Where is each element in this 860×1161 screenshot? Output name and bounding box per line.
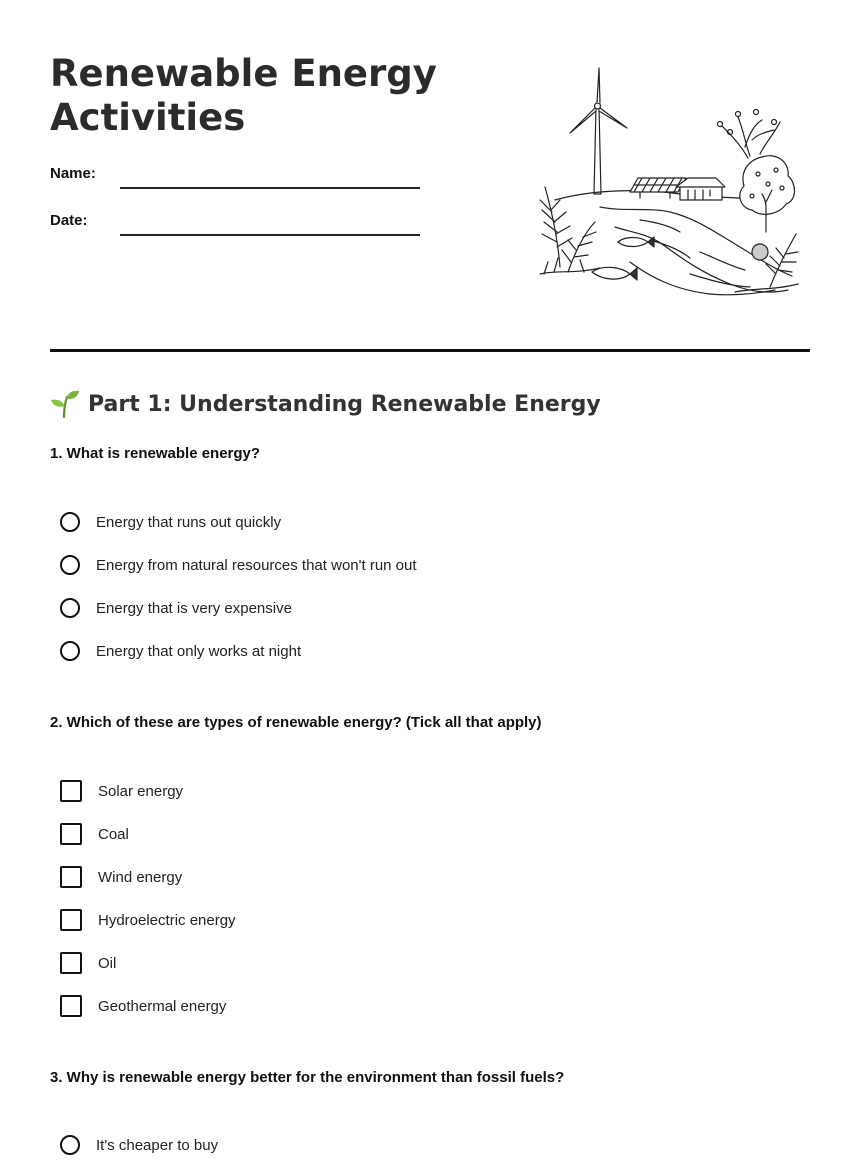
part-1-heading-text: Part 1: Understanding Renewable Energy [88, 391, 601, 417]
checkbox[interactable] [60, 952, 82, 974]
date-label: Date: [50, 212, 88, 229]
renewable-landscape-illustration [530, 62, 805, 302]
title-line-1: Renewable Energy [50, 52, 437, 95]
radio-button[interactable] [60, 598, 80, 618]
q1-option[interactable] [60, 638, 301, 664]
option-label: Oil [98, 954, 117, 972]
q2-option[interactable] [60, 907, 236, 933]
worksheet-title [50, 52, 470, 140]
option-label: Wind energy [98, 868, 183, 886]
option-label: Energy that only works at night [96, 642, 302, 660]
option-label: Energy from natural resources that won't run out [96, 556, 417, 574]
house-icon [676, 178, 725, 200]
option-label: Energy that runs out quickly [96, 513, 282, 531]
checkbox[interactable] [60, 780, 82, 802]
q1-option[interactable] [60, 552, 417, 578]
option-label: Coal [98, 825, 129, 843]
q2-option[interactable] [60, 778, 183, 804]
q2-option[interactable] [60, 864, 182, 890]
section-divider [50, 349, 810, 352]
radio-button[interactable] [60, 512, 80, 532]
seedling-icon [50, 389, 80, 419]
radio-button[interactable] [60, 641, 80, 661]
option-label: Hydroelectric energy [98, 911, 236, 929]
name-line[interactable] [120, 187, 420, 189]
q2-option[interactable] [60, 950, 116, 976]
question-3: 3. Why is renewable energy better for the environment than fossil fuels? [50, 1069, 565, 1086]
radio-button[interactable] [60, 1135, 80, 1155]
date-line[interactable] [120, 234, 420, 236]
q1-option[interactable] [60, 509, 281, 535]
solar-panel-icon [630, 178, 686, 198]
question-2: 2. Which of these are types of renewable energy? (Tick all that apply) [50, 714, 542, 731]
checkbox[interactable] [60, 823, 82, 845]
q3-option[interactable] [60, 1132, 218, 1158]
checkbox[interactable] [60, 995, 82, 1017]
part-1-heading [50, 388, 601, 420]
fern-plant-icon [540, 187, 600, 274]
q2-option[interactable] [60, 993, 226, 1019]
title-line-2: Activities [50, 96, 246, 139]
option-label: It's cheaper to buy [96, 1136, 219, 1154]
question-1: 1. What is renewable energy? [50, 445, 261, 462]
option-label: Solar energy [98, 782, 184, 800]
option-label: Energy that is very expensive [96, 599, 292, 617]
q1-option[interactable] [60, 595, 292, 621]
wind-turbine-icon [570, 68, 627, 194]
option-label: Geothermal energy [98, 997, 227, 1015]
q2-option[interactable] [60, 821, 129, 847]
tree-icon [718, 110, 795, 233]
checkbox[interactable] [60, 866, 82, 888]
checkbox[interactable] [60, 909, 82, 931]
fish-icon [592, 237, 654, 280]
name-label: Name: [50, 165, 96, 182]
radio-button[interactable] [60, 555, 80, 575]
